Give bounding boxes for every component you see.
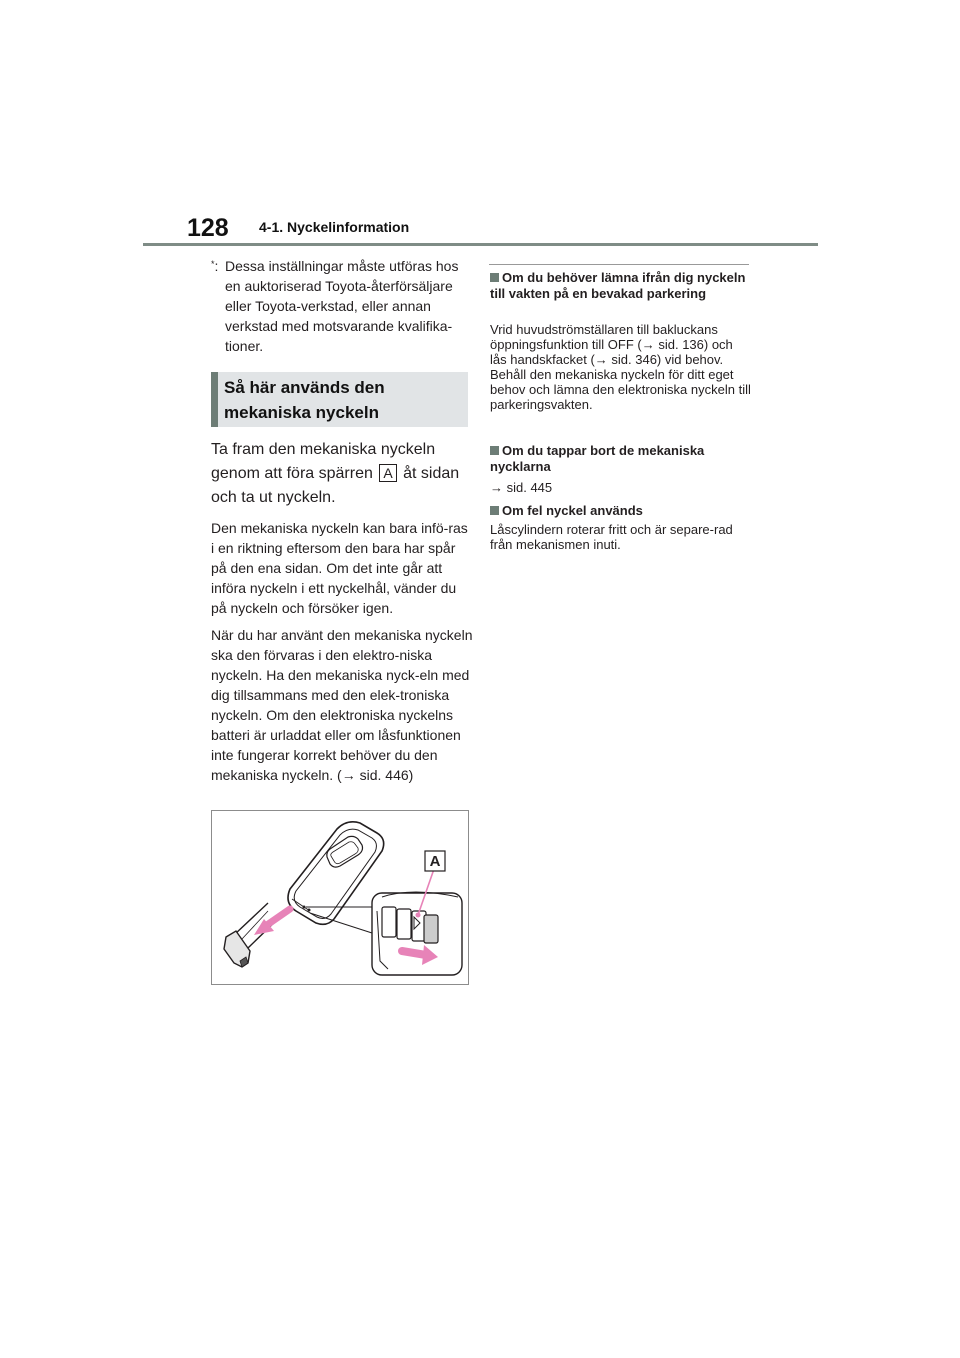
section-heading-text: Så här används den mekaniska nyckeln <box>224 378 385 422</box>
section-heading <box>211 372 468 427</box>
callout-box-a: A <box>379 464 396 482</box>
lead-text-before: Ta fram den mekaniska nyckeln genom att föra spärren <box>211 441 436 482</box>
heading-accent-bar <box>211 372 218 427</box>
subheading-valet-parking: Om du behöver lämna ifrån dig nyckeln till vakten på en bevakad parkering <box>490 270 746 301</box>
figure-label-a: A <box>429 853 441 870</box>
footnote <box>211 256 473 356</box>
paragraph-key-insertion: Den mekaniska nyckeln kan bara infö-ras i en riktning eftersom den bara har spår på den ena sidan. Om det inte går att införa nyckeln i ett nyckelhål, vänder du på nyckeln och försöker igen. <box>211 520 468 616</box>
paragraph-valet-parking: Vrid huvudströmställaren till bakluckans öppningsfunktion till OFF (→ sid. 136) och lås handskfacket (→ sid. 346) vid behov. Behåll den mekaniska nyckeln för ditt eget behov och lämna den elektroniska nyckeln till parkeringsvakten. <box>490 322 751 412</box>
lead-instruction <box>211 438 473 510</box>
mechanical-key-illustration <box>212 811 468 984</box>
lead-text-after: åt sidan och ta ut nyckeln. <box>211 465 460 506</box>
footnote-text: Dessa inställningar måste utföras hos en auktoriserad Toyota-återförsäljare eller Toyota-verkstad, eller annan verkstad med motsvarande kvalifika-tioner. <box>225 258 459 354</box>
header-rule <box>143 243 818 246</box>
page-number: 128 <box>187 214 229 242</box>
right-column-rule <box>489 264 749 265</box>
paragraph-wrong-key: Låscylindern roterar fritt och är separe-rad från mekanismen inuti. <box>490 522 733 552</box>
footnote-mark: *: <box>211 258 219 274</box>
subheading-wrong-key: Om fel nyckel används <box>490 503 752 519</box>
square-bullet-icon <box>490 506 499 515</box>
section-title: 4-1. Nyckelinformation <box>259 219 410 235</box>
square-bullet-icon <box>490 446 499 455</box>
paragraph-lost-keys: → sid. 445 <box>490 480 553 495</box>
subheading-lost-keys: Om du tappar bort de mekaniska nycklarna <box>490 443 705 474</box>
key-figure <box>211 810 469 985</box>
square-bullet-icon <box>490 273 499 282</box>
paragraph-key-storage: När du har använt den mekaniska nyckeln ska den förvaras i den elektro-niska nyckeln. Ha den mekaniska nyck-eln med dig tillsammans med den elek-troniska nyckeln. Om den elektroniska nyckelns batteri är urladdat eller om låsfunktionen inte fungerar korrekt behöver du den mekaniska nyckeln. (→ sid. 446) <box>211 627 473 783</box>
